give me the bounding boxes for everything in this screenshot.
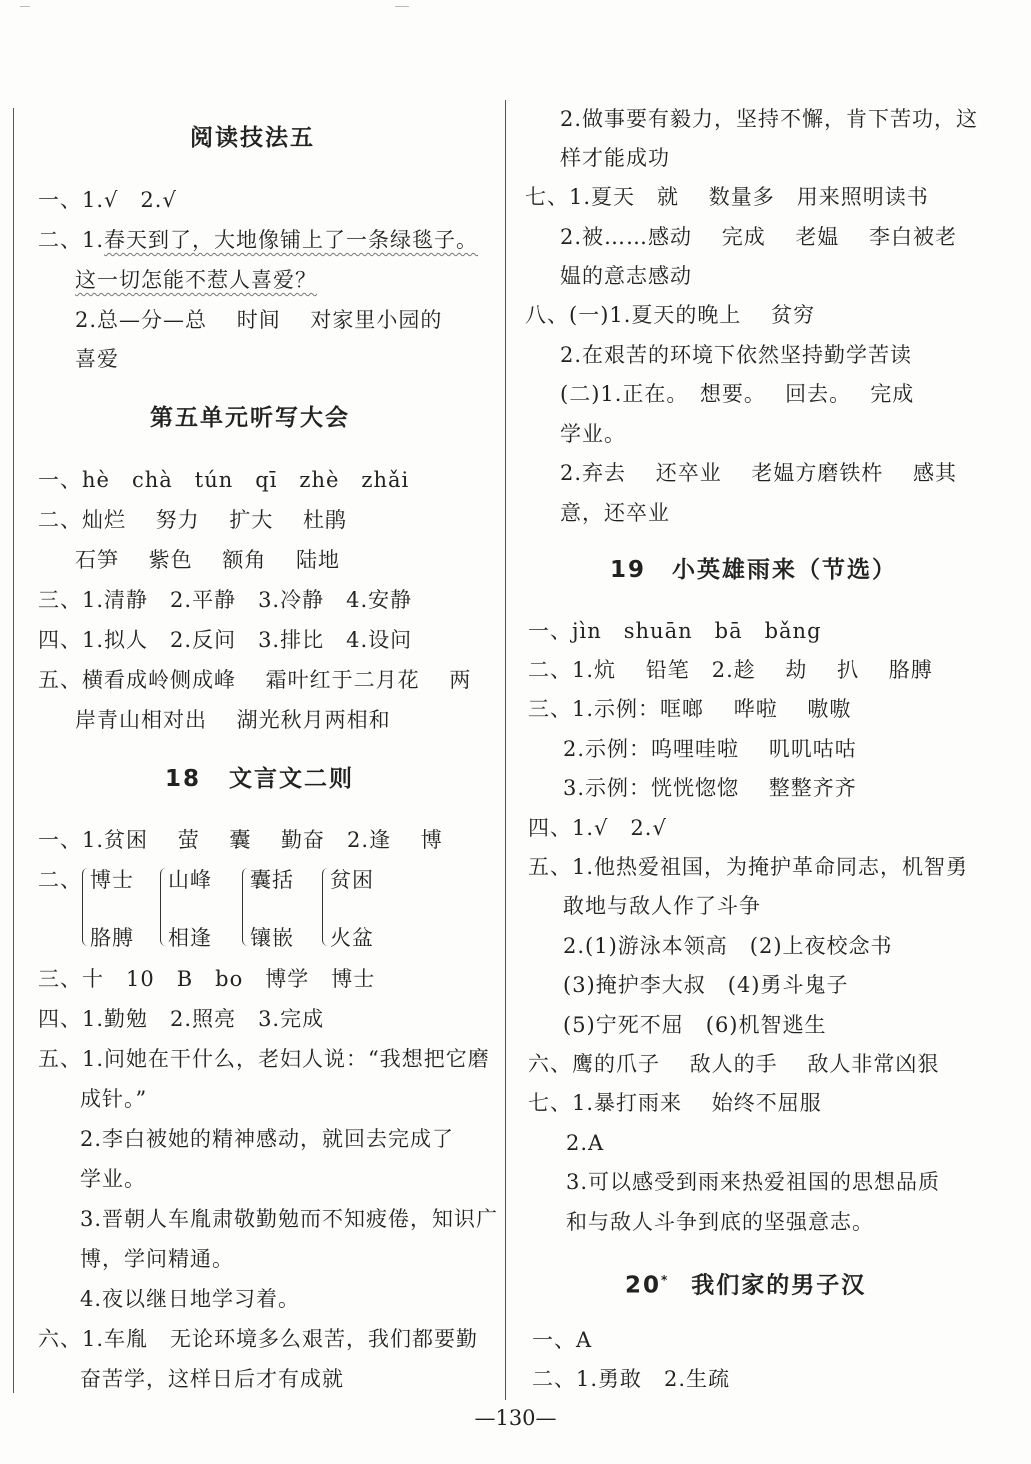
answer-line — [38, 227, 478, 253]
answer-line: 八、(一)1.夏天的晚上 贫穷 — [525, 303, 816, 327]
answer-line: 2.(1)游泳本领高 (2)上夜校念书 — [563, 934, 893, 958]
answer-line: 媪的意志感动 — [560, 264, 692, 288]
answer-line: 3.晋朝人车胤肃敬勤勉而不知疲倦，知识广 — [80, 1207, 499, 1231]
word-pair-top: 囊括 — [250, 868, 294, 892]
answer-line: 三、1.清静 2.平静 3.冷静 4.安静 — [38, 588, 413, 612]
answer-line: 一、1.√ 2.√ — [38, 188, 177, 212]
word-pair-bottom: 镶嵌 — [250, 926, 294, 950]
answer-line: 二、灿烂 努力 扩大 杜鹃 — [38, 508, 348, 532]
answer-line: 三、十 10 B bo 博学 博士 — [38, 967, 376, 991]
answer-line: 意，还卒业 — [560, 501, 670, 525]
word-pair-bottom: 火盆 — [330, 926, 374, 950]
answer-line: 2.A — [566, 1131, 605, 1155]
answer-line: 2.弃去 还卒业 老媪方磨铁杵 感其 — [560, 461, 958, 485]
page-number: —130— — [474, 1406, 557, 1430]
answer-line: 2.在艰苦的环境下依然坚持勤学苦读 — [560, 343, 913, 367]
answer-line: 二、1.勇敢 2.生疏 — [532, 1367, 731, 1391]
answer-line: 成针。” — [80, 1087, 148, 1111]
answer-line: (5)宁死不屈 (6)机智逃生 — [563, 1013, 827, 1037]
answer-line: 三、1.示例：哐啷 哗啦 嗷嗷 — [528, 697, 852, 721]
answer-line: 3.可以感受到雨来热爱祖国的思想品质 — [566, 1170, 941, 1194]
section-name: 小英雄雨来（节选） — [672, 557, 898, 583]
section-name: 文言文二则 — [229, 766, 355, 792]
answer-line: 五、横看成岭侧成峰 霜叶红于二月花 两 — [38, 668, 472, 692]
section-title — [625, 1266, 866, 1300]
left-margin-line — [13, 108, 14, 1393]
answer-line: 六、1.车胤 无论环境多么艰苦，我们都要勤 — [38, 1327, 479, 1351]
underlined-sentence: 春天到了，大地像铺上了一条绿毯子。 — [104, 228, 479, 252]
answer-line: 2.被……感动 完成 老媪 李白被老 — [560, 225, 958, 249]
underlined-sentence: 这一切怎能不惹人喜爱？ — [75, 268, 317, 292]
answer-line: 石笋 紫色 额角 陆地 — [75, 548, 341, 572]
section-title — [165, 765, 354, 793]
answer-line: 四、1.√ 2.√ — [528, 816, 667, 840]
section-title: 第五单元听写大会 — [150, 405, 350, 431]
answer-line: 奋苦学，这样日后才有成就 — [80, 1367, 344, 1391]
section-name: 我们家的男子汉 — [691, 1272, 867, 1299]
answer-line: 一、jìn shuān bā bǎng — [528, 619, 822, 643]
word-pair-top: 山峰 — [168, 868, 212, 892]
answer-line: 学业。 — [80, 1167, 146, 1191]
answer-line: 学业。 — [560, 422, 626, 446]
answer-line: 2.做事要有毅力，坚持不懈，肯下苦功，这 — [560, 107, 979, 131]
answer-line: 二、1.炕 铅笔 2.趁 劫 扒 胳膊 — [528, 658, 933, 682]
answer-line: (二)1.正在。 想要。 回去。 完成 — [560, 382, 915, 406]
answer-line: 敢地与敌人作了斗争 — [563, 894, 761, 918]
answer-line: 和与敌人斗争到底的坚强意志。 — [566, 1210, 874, 1234]
answer-line: 一、A — [532, 1328, 593, 1352]
answer-line: 五、1.他热爱祖国，为掩护革命同志，机智勇 — [528, 855, 969, 879]
answer-line: 四、1.拟人 2.反问 3.排比 4.设问 — [38, 628, 413, 652]
answer-line: 六、鹰的爪子 敌人的手 敌人非常凶狠 — [528, 1052, 940, 1076]
section-title: 阅读技法五 — [190, 125, 315, 151]
word-pair-top: 博士 — [90, 868, 134, 892]
answer-line: 2.总—分—总 时间 对家里小园的 — [75, 308, 443, 332]
answer-line: 四、1.勤勉 2.照亮 3.完成 — [38, 1007, 325, 1031]
answer-line: 喜爱 — [75, 347, 119, 371]
section-number: 19 — [610, 557, 647, 583]
answer-line: 3.示例：恍恍惚惚 整整齐齐 — [563, 776, 857, 800]
section-title — [610, 556, 897, 584]
answer-line: 岸青山相对出 湖光秋月两相和 — [75, 708, 391, 732]
word-pair-bottom: 相逢 — [168, 926, 212, 950]
answer-prefix: 二、1. — [38, 228, 105, 252]
top-scan-mark — [20, 6, 30, 7]
answer-line: 4.夜以继日地学习着。 — [80, 1287, 301, 1311]
word-pair-top: 贫困 — [330, 868, 374, 892]
answer-line: 一、hè chà tún qī zhè zhǎi — [38, 468, 410, 492]
answer-line: (3)掩护李大叔 (4)勇斗鬼子 — [563, 973, 849, 997]
answer-line: 五、1.问她在干什么，老妇人说：“我想把它磨 — [38, 1047, 490, 1071]
answer-line: 七、1.夏天 就 数量多 用来照明读书 — [525, 185, 929, 209]
word-pair-bottom: 胳膊 — [90, 926, 134, 950]
column-divider — [505, 100, 506, 1400]
answer-line: 2.示例：呜哩哇啦 叽叽咕咕 — [563, 737, 857, 761]
answer-line: 一、1.贫困 萤 囊 勤奋 2.逢 博 — [38, 828, 443, 852]
section-number: 18 — [165, 766, 202, 792]
section-number: 20 — [625, 1272, 662, 1299]
top-scan-mark — [395, 6, 409, 7]
optional-mark: * — [661, 1273, 670, 1287]
answer-line: 样才能成功 — [560, 146, 670, 170]
answer-line: 七、1.暴打雨来 始终不屈服 — [528, 1091, 822, 1115]
answer-prefix: 二、 — [38, 868, 82, 892]
answer-line: 2.李白被她的精神感动，就回去完成了 — [80, 1127, 455, 1151]
answer-line: 博，学问精通。 — [80, 1247, 234, 1271]
